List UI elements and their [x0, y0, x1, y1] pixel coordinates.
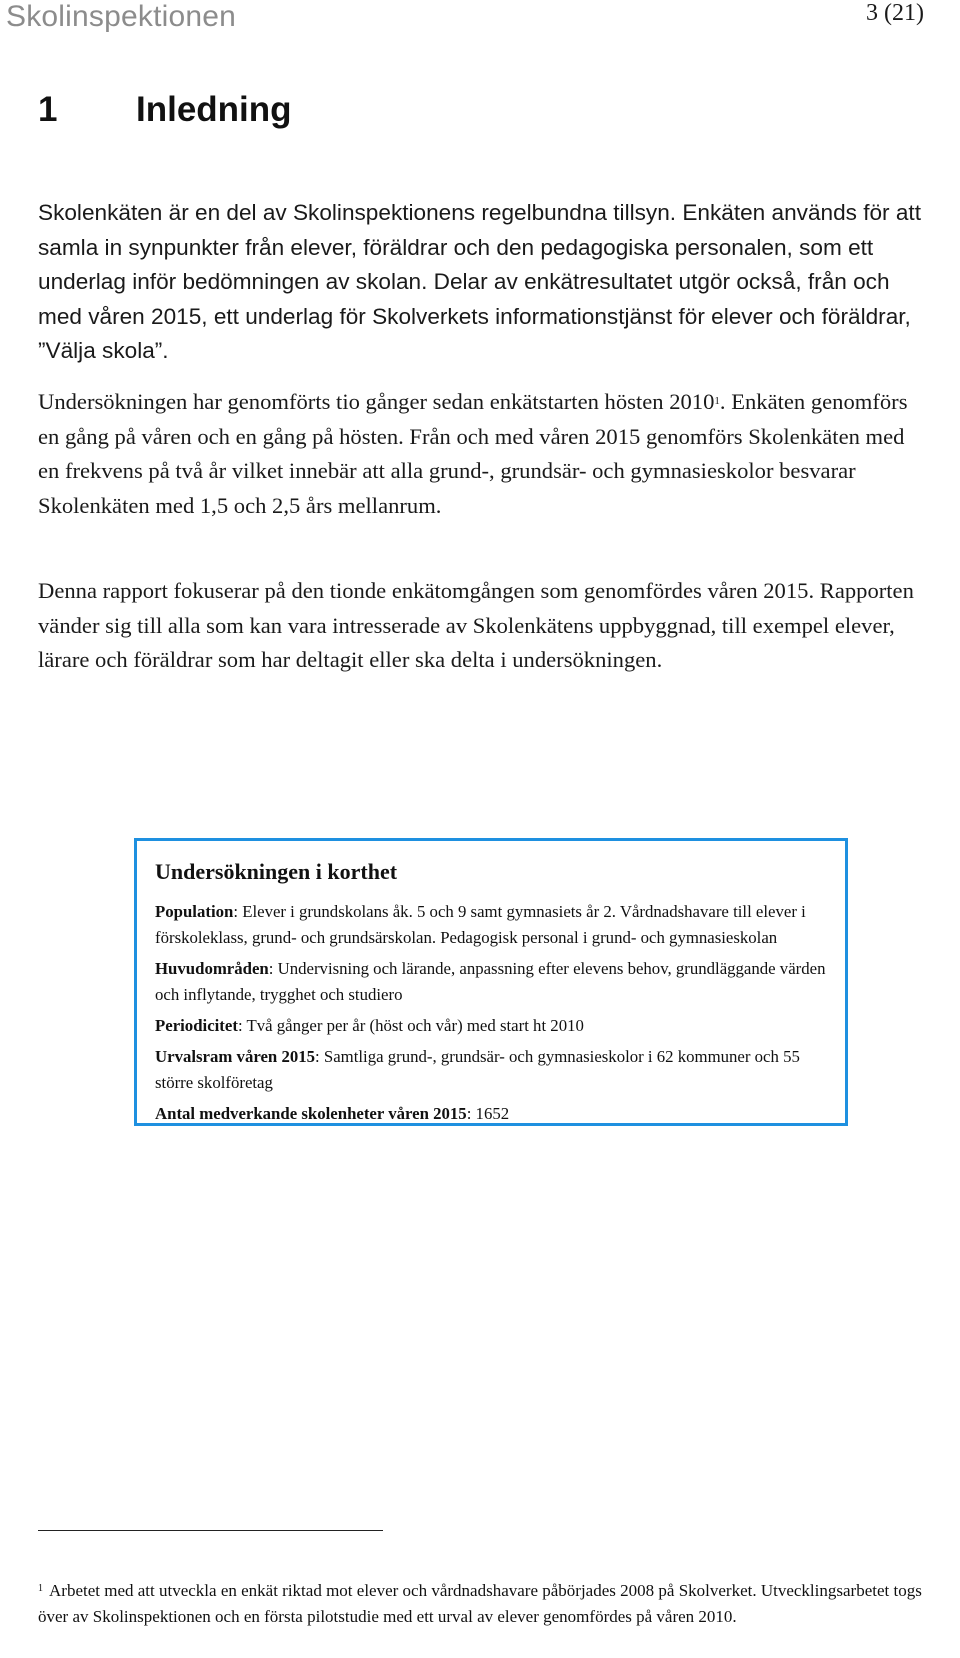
info-row-label: Population — [155, 902, 234, 921]
paragraph-history — [38, 385, 926, 523]
info-row-label: Antal medverkande skolenheter våren 2015 — [155, 1104, 467, 1123]
info-row-text: : Elever i grundskolans åk. 5 och 9 samt gymnasiets år 2. Vårdnadshavare till elever i förskoleklass, grund- och grundsärskolan. Pedagogisk personal i grund- och gymnasieskolan — [155, 902, 806, 947]
info-row-main-areas — [155, 956, 827, 1008]
paragraph-report-focus: Denna rapport fokuserar på den tionde enkätomgången som genomfördes våren 2015. Rapporten vänder sig till alla som kan vara intresserade av Skolenkätens uppbyggnad, till exempel elever, lärare och föräldrar som har deltagit eller ska delta i undersökningen. — [38, 578, 914, 672]
info-row-label: Periodicitet — [155, 1016, 238, 1035]
info-row-text: : 1652 — [466, 1104, 510, 1123]
paragraph-history-text: Undersökningen har genomförts tio gånger sedan enkätstarten hösten 2010 — [38, 389, 715, 414]
footnote-divider — [38, 1530, 383, 1531]
info-row-periodicity — [155, 1013, 827, 1039]
footnote — [38, 1578, 926, 1630]
info-row-label: Urvalsram våren 2015 — [155, 1047, 316, 1066]
info-row-label: Huvudområden — [155, 959, 269, 978]
info-row-text: : Samtliga grund-, grundsär- och gymnasieskolor i 62 kommuner och 55 större skolföretag — [155, 1047, 800, 1092]
info-box-title: Undersökningen i korthet — [155, 859, 398, 884]
info-box — [134, 838, 848, 1126]
paragraph-intro: Skolenkäten är en del av Skolinspektionens regelbundna tillsyn. Enkäten används för att samla in synpunkter från elever, föräldrar och den pedagogiska personalen, som ett underlag inför bedömningen av skolan. Delar av enkätresultatet utgör också, från och med våren 2015, ett underlag för Skolverkets informationstjänst för elever och föräldrar, ”Välja skola”. — [38, 200, 921, 363]
footnote-mark: 1 — [38, 1583, 43, 1594]
page-number: 3 (21) — [866, 0, 924, 26]
footnote-text: Arbetet med att utveckla en enkät riktad mot elever och vårdnadshavare påbörjades 2008 på Skolverket. Utvecklingsarbetet togs över av Skolinspektionen och en första pilotstudie med ett urval av elever genomfördes på våren 2010. — [38, 1581, 922, 1626]
footnote-reference[interactable]: 1 — [714, 395, 720, 408]
info-row-text: : Undervisning och lärande, anpassning efter elevens behov, grundläggande värden och inflytande, trygghet och studiero — [155, 959, 826, 1004]
chapter-number: 1 — [38, 90, 58, 129]
info-row-participating-units — [155, 1101, 827, 1127]
info-row-population — [155, 899, 827, 951]
info-row-text: : Två gånger per år (höst och vår) med start ht 2010 — [237, 1016, 584, 1035]
info-row-sampling-frame — [155, 1044, 827, 1096]
chapter-heading — [38, 90, 292, 130]
chapter-title: Inledning — [136, 90, 292, 129]
header-brand: Skolinspektionen — [6, 0, 237, 33]
paragraph-history-text-cont: . Enkäten genomförs en gång på våren och en gång på hösten. Från och med våren 2015 genomförs Skolenkäten med en frekvens på två år vilket innebär att alla grund-, grundsär- och gymnasieskolor besvarar Skolenkäten med 1,5 och 2,5 års mellanrum. — [38, 389, 908, 518]
